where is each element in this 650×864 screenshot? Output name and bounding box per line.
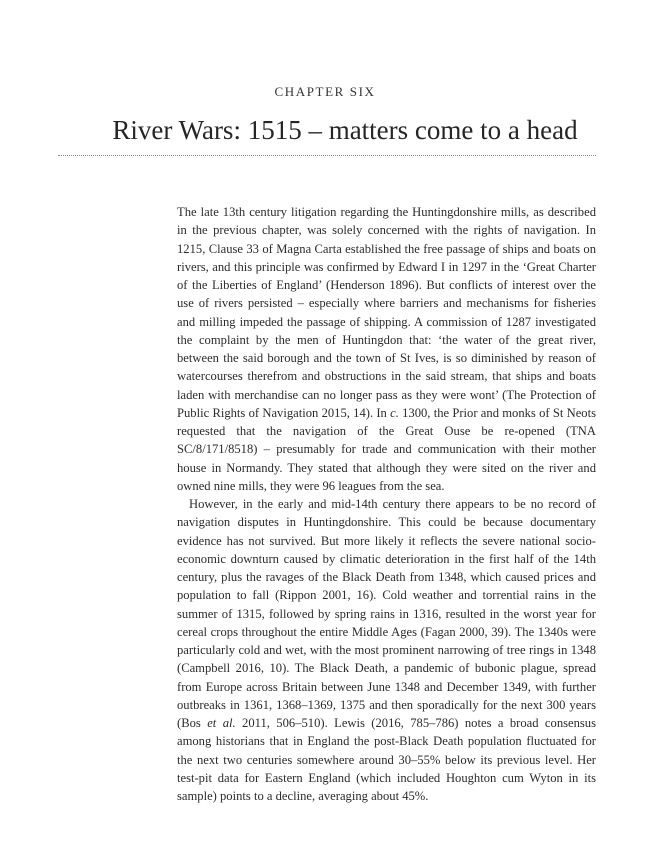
- text-run-italic: c.: [390, 405, 399, 420]
- text-run: The late 13th century litigation regarding the Huntingdonshire mills, as described in the previous chapter, was solely concerned with the rights of navigation. In 1215, Clause 33 of Magna Carta established the free passage of ships and boats on rivers, and this principle was confirmed by Edward I in 1297 in the ‘Great Charter of the Liberties of England’ (Henderson 1896). But conflicts of interest over the use of rivers persisted – especially where barriers and mechanisms for fisheries and milling impeded the passage of shipping. A commission of 1287 investigated the complaint by the men of Huntingdon that: ‘the water of the great river, between the said borough and the town of St Ives, is so diminished by reason of watercourses therefrom and obstructions in the said stream, that ships and boats laden with merchandise can no longer pass as they were wont’ (The Protection of Public Rights of Navigation 2015, 14). In: [177, 205, 596, 420]
- body-text: [177, 203, 596, 805]
- chapter-title: River Wars: 1515 – matters come to a head: [112, 115, 578, 145]
- text-run: 1300, the Prior and monks of St Neots requested that the navigation of the Great Ouse be re-opened (TNA SC/8/171/8518) – presumably for trade and communication with their mother house in Normandy. They stated that although they were sited on the river and owned nine mills, they were 96 leagues from the sea.: [177, 405, 596, 493]
- text-run: 2011, 506–510). Lewis (2016, 785–786) notes a broad consensus among historians that in England the post-Black Death population fluctuated for the next two centuries somewhere around 30–55% below its previous level. Her test-pit data for Eastern England (which included Houghton cum Wyton in its sample) points to a decline, averaging about 45%.: [177, 716, 596, 803]
- text-run-italic: et al.: [207, 716, 236, 730]
- dotted-divider: [58, 155, 596, 156]
- text-run: However, in the early and mid-14th century there appears to be no record of navigation disputes in Huntingdonshire. This could be because documentary evidence has not survived. But more likely it reflects the severe national socio-economic downturn caused by climatic deterioration in the first half of the 14th century, plus the ravages of the Black Death from 1348, which caused prices and population to fall (Rippon 2001, 16). Cold weather and torrential rains in the summer of 1315, followed by spring rains in 1316, resulted in the worst year for cereal crops throughout the entire Middle Ages (Fagan 2000, 39). The 1340s were particularly cold and wet, with the most prominent narrowing of tree rings in 1348 (Campbell 2016, 10). The Black Death, a pandemic of bubonic plague, spread from Europe across Britain between June 1348 and December 1349, with further outbreaks in 1361, 1368–1369, 1375 and then sporadically for the next 300 years (Bos: [177, 497, 596, 730]
- paragraph: [177, 203, 596, 495]
- paragraph: [177, 495, 596, 805]
- chapter-number: CHAPTER SIX: [274, 84, 376, 99]
